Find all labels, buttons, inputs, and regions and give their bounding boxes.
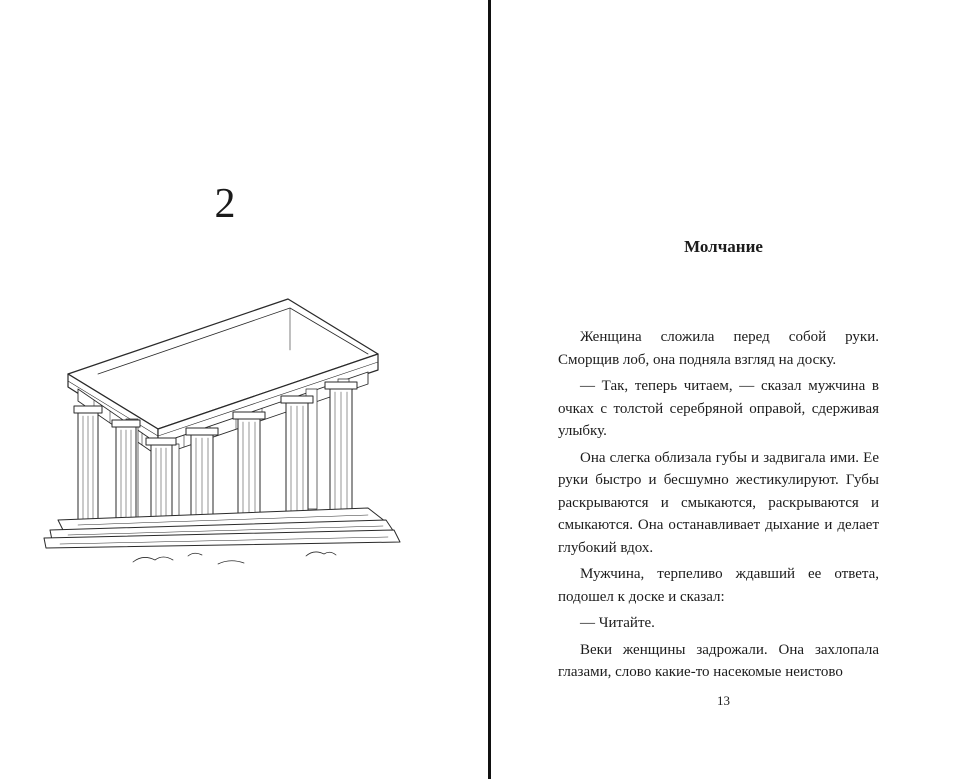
paragraph: Мужчина, терпеливо ждавший ее ответа, подошел к доске и сказал:	[558, 566, 879, 605]
paragraph: Веки женщины задрожали. Она захлопала глазами, слово какие-то насекомые неистово	[558, 641, 879, 680]
paragraph: — Так, теперь читаем, — сказал мужчина в очках с толстой серебряной оправой, сдерживая улыбку.	[558, 378, 879, 439]
left-page	[0, 0, 488, 779]
chapter-number: 2	[214, 181, 236, 227]
greek-temple-illustration	[38, 294, 408, 579]
right-page	[491, 0, 980, 779]
paragraph: — Читайте.	[580, 615, 655, 631]
page-number: 13	[717, 693, 730, 708]
paragraph: Женщина сложила перед собой руки. Сморщив лоб, она подняла взгляд на доску.	[558, 329, 879, 368]
paragraph: Она слегка облизала губы и задвигала ими. Ее руки быстро и бесшумно жестикулируют. Губы раскрываются и смыкаются, раскрываются и смыкаются. Она останавливает дыхание и делает глубокий вдох.	[558, 449, 879, 556]
body-text	[558, 326, 879, 684]
chapter-title: Молчание	[684, 237, 763, 256]
